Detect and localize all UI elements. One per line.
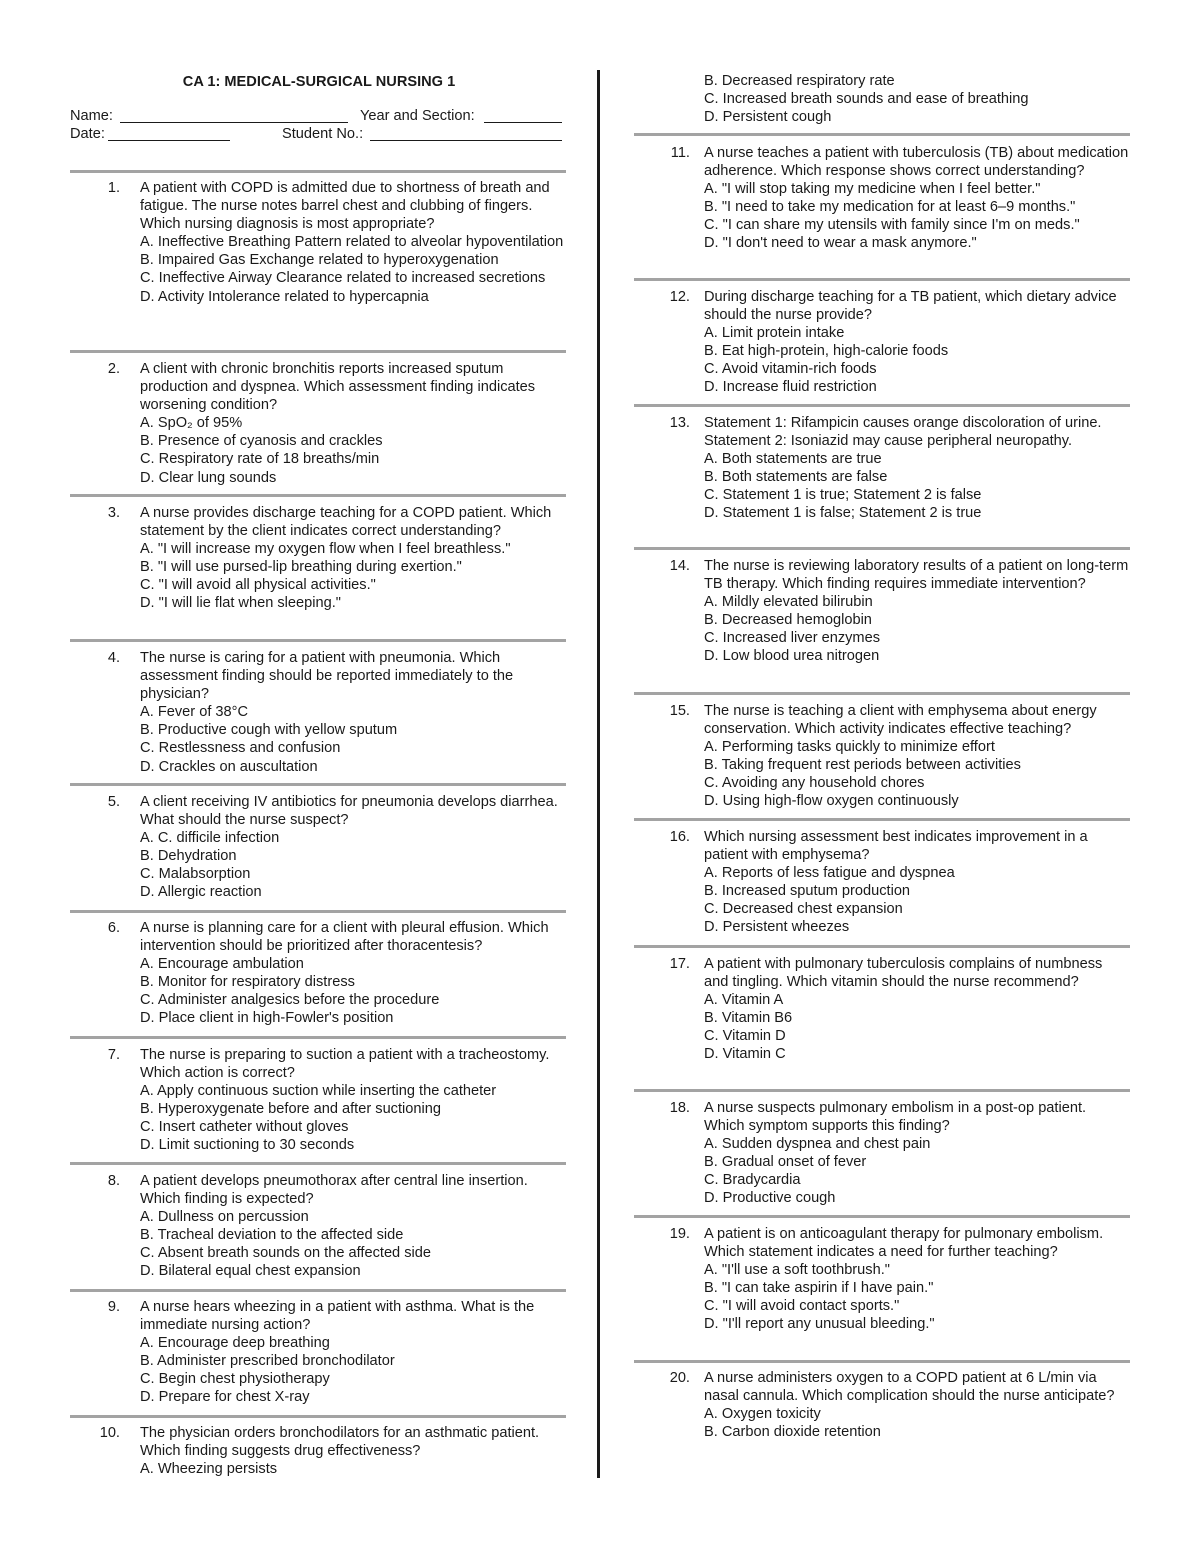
- question-11: [634, 144, 1130, 253]
- question-number: 19.: [669, 1226, 690, 1242]
- option[interactable]: D. Increase fluid restriction: [704, 379, 877, 396]
- option[interactable]: D. Persistent cough: [704, 109, 832, 126]
- page-title: CA 1: MEDICAL-SURGICAL NURSING 1: [182, 74, 456, 90]
- question-number: 10.: [99, 1425, 120, 1441]
- option[interactable]: A. "I will increase my oxygen flow when I feel breathless.": [140, 541, 511, 558]
- separator: [634, 692, 1130, 695]
- question-text: A client with chronic bronchitis reports increased sputum production and dyspnea. Which assessment finding indicates worsening condition?: [140, 361, 536, 414]
- option[interactable]: D. Prepare for chest X-ray: [140, 1389, 310, 1406]
- option[interactable]: B. Monitor for respiratory distress: [140, 974, 355, 991]
- question-20: [634, 1369, 1130, 1441]
- question-19: [634, 1225, 1130, 1334]
- option[interactable]: A. Encourage deep breathing: [140, 1335, 330, 1352]
- question-14: [634, 557, 1130, 666]
- option[interactable]: B. Gradual onset of fever: [704, 1154, 867, 1171]
- option[interactable]: D. Activity Intolerance related to hypercapnia: [140, 288, 429, 305]
- question-body: [704, 557, 1130, 666]
- separator: [634, 945, 1130, 948]
- question-number: 18.: [669, 1100, 690, 1116]
- question-body: [704, 1225, 1130, 1334]
- question-number: 11.: [670, 145, 690, 161]
- question-body: [704, 702, 1130, 811]
- option[interactable]: D. Productive cough: [704, 1190, 836, 1207]
- option[interactable]: A. Performing tasks quickly to minimize effort: [704, 739, 995, 756]
- date-line: [70, 125, 568, 143]
- option[interactable]: B. "I can take aspirin if I have pain.": [704, 1280, 934, 1297]
- question-body: [140, 1046, 568, 1155]
- question-5: [70, 793, 568, 902]
- question-number: 2.: [107, 361, 120, 377]
- question-body: [140, 793, 568, 902]
- question-2: [70, 360, 568, 487]
- question-1: [70, 179, 568, 306]
- option[interactable]: A. Encourage ambulation: [140, 956, 304, 973]
- option[interactable]: C. Malabsorption: [140, 866, 251, 883]
- question-text: A nurse is planning care for a client with pleural effusion. Which intervention should be prioritized after thoracentesis?: [140, 920, 549, 955]
- option[interactable]: C. Absent breath sounds on the affected side: [140, 1245, 431, 1262]
- question-text: A nurse administers oxygen to a COPD patient at 6 L/min via nasal cannula. Which complication should the nurse anticipate?: [704, 1370, 1115, 1405]
- separator: [70, 1162, 566, 1165]
- question-number: 5.: [107, 794, 120, 810]
- question-number: 1.: [107, 180, 120, 196]
- question-10-continued-options: [704, 72, 1130, 126]
- name-line: [70, 107, 568, 125]
- option[interactable]: B. Taking frequent rest periods between activities: [704, 757, 1021, 774]
- student-no-label: Student No.:: [282, 126, 364, 142]
- question-number: 15.: [669, 703, 690, 719]
- option[interactable]: C. Statement 1 is true; Statement 2 is false: [704, 487, 982, 504]
- option[interactable]: A. Limit protein intake: [704, 325, 845, 342]
- question-text: The nurse is preparing to suction a patient with a tracheostomy. Which action is correct?: [140, 1047, 550, 1082]
- question-3: [70, 504, 568, 613]
- option[interactable]: B. Both statements are false: [704, 469, 888, 486]
- option[interactable]: C. Bradycardia: [704, 1172, 801, 1189]
- question-body: [704, 288, 1130, 397]
- question-number: 14.: [669, 558, 690, 574]
- question-text: A client receiving IV antibiotics for pneumonia develops diarrhea. What should the nurse suspect?: [140, 794, 558, 829]
- option[interactable]: D. Persistent wheezes: [704, 919, 850, 936]
- option[interactable]: C. Increased liver enzymes: [704, 630, 881, 647]
- question-text: The nurse is reviewing laboratory results of a patient on long-term TB therapy. Which finding requires immediate intervention?: [704, 558, 1129, 593]
- question-15: [634, 702, 1130, 811]
- question-4: [70, 649, 568, 776]
- question-text-2: Statement 2: Isoniazid may cause peripheral neuropathy.: [704, 433, 1073, 450]
- separator: [70, 1415, 566, 1418]
- question-18: [634, 1099, 1130, 1208]
- option[interactable]: D. Statement 1 is false; Statement 2 is true: [704, 505, 982, 522]
- option[interactable]: C. Increased breath sounds and ease of breathing: [704, 91, 1029, 108]
- question-number: 12.: [669, 289, 690, 305]
- option[interactable]: A. SpO₂ of 95%: [140, 415, 243, 432]
- question-body: [704, 955, 1130, 1064]
- question-body: [140, 179, 568, 306]
- option[interactable]: A. Oxygen toxicity: [704, 1406, 821, 1423]
- question-number: 3.: [107, 505, 120, 521]
- option[interactable]: B. Hyperoxygenate before and after suctioning: [140, 1101, 441, 1118]
- option[interactable]: D. Place client in high-Fowler's position: [140, 1010, 394, 1027]
- option[interactable]: D. Crackles on auscultation: [140, 758, 318, 775]
- option[interactable]: B. Impaired Gas Exchange related to hyperoxygenation: [140, 252, 499, 269]
- question-text: The nurse is teaching a client with emphysema about energy conservation. Which activity indicates effective teaching?: [704, 703, 1097, 738]
- question-body: [140, 1298, 568, 1407]
- separator: [70, 170, 566, 173]
- question-body: [704, 1099, 1130, 1208]
- separator: [70, 350, 566, 353]
- question-number: 13.: [669, 415, 690, 431]
- option[interactable]: B. Increased sputum production: [704, 883, 911, 900]
- option[interactable]: B. Vitamin B6: [704, 1010, 793, 1027]
- question-number: 7.: [107, 1047, 120, 1063]
- separator: [634, 818, 1130, 821]
- option[interactable]: A. Mildly elevated bilirubin: [704, 594, 873, 611]
- separator: [70, 494, 566, 497]
- separator: [70, 783, 566, 786]
- question-text: A patient develops pneumothorax after central line insertion. Which finding is expected?: [140, 1173, 528, 1208]
- option[interactable]: C. "I will avoid contact sports.": [704, 1298, 900, 1315]
- option[interactable]: C. "I can share my utensils with family since I'm on meds.": [704, 217, 1080, 234]
- option[interactable]: D. Allergic reaction: [140, 884, 262, 901]
- option[interactable]: A. Sudden dyspnea and chest pain: [704, 1136, 931, 1153]
- option[interactable]: B. Dehydration: [140, 848, 237, 865]
- option[interactable]: D. "I don't need to wear a mask anymore.": [704, 235, 977, 252]
- separator: [634, 278, 1130, 281]
- question-17: [634, 955, 1130, 1064]
- option[interactable]: B. Eat high-protein, high-calorie foods: [704, 343, 949, 360]
- year-section-label: Year and Section:: [360, 108, 475, 124]
- separator: [70, 639, 566, 642]
- option[interactable]: C. Avoid vitamin-rich foods: [704, 361, 877, 378]
- option[interactable]: C. Respiratory rate of 18 breaths/min: [140, 451, 380, 468]
- option[interactable]: A. Wheezing persists: [140, 1461, 278, 1478]
- question-body: [140, 1424, 568, 1478]
- question-6: [70, 919, 568, 1028]
- question-7: [70, 1046, 568, 1155]
- option[interactable]: A. Ineffective Breathing Pattern related to alveolar hypoventilation: [140, 234, 564, 251]
- question-text: A patient is on anticoagulant therapy for pulmonary embolism. Which statement indicates a need for further teaching?: [704, 1226, 1104, 1261]
- question-text: A patient with pulmonary tuberculosis complains of numbness and tingling. Which vitamin should the nurse recommend?: [704, 956, 1103, 991]
- option[interactable]: C. Ineffective Airway Clearance related to increased secretions: [140, 270, 546, 287]
- question-12: [634, 288, 1130, 397]
- separator: [634, 1360, 1130, 1363]
- question-text: Statement 1: Rifampicin causes orange discoloration of urine.: [704, 415, 1102, 431]
- question-number: 20.: [669, 1370, 690, 1386]
- option[interactable]: B. Productive cough with yellow sputum: [140, 722, 398, 739]
- option[interactable]: A. Reports of less fatigue and dyspnea: [704, 865, 955, 882]
- question-10: [70, 1424, 568, 1478]
- option[interactable]: B. "I will use pursed-lip breathing during exertion.": [140, 559, 462, 576]
- question-body: [140, 649, 568, 776]
- option[interactable]: C. Decreased chest expansion: [704, 901, 903, 918]
- question-text: Which nursing assessment best indicates improvement in a patient with emphysema?: [704, 829, 1088, 864]
- option[interactable]: D. "I will lie flat when sleeping.": [140, 595, 341, 612]
- question-body: [704, 144, 1130, 253]
- question-number: 4.: [107, 650, 120, 666]
- option[interactable]: D. Limit suctioning to 30 seconds: [140, 1137, 355, 1154]
- question-body: [140, 504, 568, 613]
- option[interactable]: B. Administer prescribed bronchodilator: [140, 1353, 395, 1370]
- question-text: The nurse is caring for a patient with pneumonia. Which assessment finding should be reported immediately to the physician?: [140, 650, 514, 703]
- option[interactable]: D. Using high-flow oxygen continuously: [704, 793, 959, 810]
- question-body: [140, 919, 568, 1028]
- option[interactable]: B. Decreased hemoglobin: [704, 612, 872, 629]
- option[interactable]: A. "I will stop taking my medicine when I feel better.": [704, 181, 1041, 198]
- date-label: Date:: [70, 126, 105, 142]
- option[interactable]: C. Vitamin D: [704, 1028, 786, 1045]
- separator: [634, 404, 1130, 407]
- option[interactable]: D. Bilateral equal chest expansion: [140, 1263, 361, 1280]
- question-number: 16.: [669, 829, 690, 845]
- option[interactable]: A. "I'll use a soft toothbrush.": [704, 1262, 890, 1279]
- question-text: A nurse teaches a patient with tuberculosis (TB) about medication adherence. Which response shows correct understanding?: [704, 145, 1129, 180]
- option[interactable]: A. Fever of 38°C: [140, 704, 249, 721]
- question-text: A patient with COPD is admitted due to shortness of breath and fatigue. The nurse notes barrel chest and clubbing of fingers. Which nursing diagnosis is most appropriate?: [140, 180, 550, 233]
- separator: [70, 1289, 566, 1292]
- question-number: 9.: [107, 1299, 120, 1315]
- name-label: Name:: [70, 108, 113, 124]
- option[interactable]: D. Low blood urea nitrogen: [704, 648, 880, 665]
- option[interactable]: B. Presence of cyanosis and crackles: [140, 433, 383, 450]
- option[interactable]: D. Clear lung sounds: [140, 469, 277, 486]
- option[interactable]: A. Dullness on percussion: [140, 1209, 309, 1226]
- separator: [634, 1089, 1130, 1092]
- question-body: [704, 414, 1130, 523]
- separator: [634, 133, 1130, 136]
- question-text: During discharge teaching for a TB patient, which dietary advice should the nurse provide?: [704, 289, 1117, 324]
- option[interactable]: D. "I'll report any unusual bleeding.": [704, 1316, 935, 1333]
- question-8: [70, 1172, 568, 1281]
- question-text: A nurse provides discharge teaching for a COPD patient. Which statement by the client indicates correct understanding?: [140, 505, 552, 540]
- question-text: A nurse suspects pulmonary embolism in a post-op patient. Which symptom supports this finding?: [704, 1100, 1087, 1135]
- option[interactable]: A. Both statements are true: [704, 451, 882, 468]
- question-9: [70, 1298, 568, 1407]
- option[interactable]: C. "I will avoid all physical activities.": [140, 577, 376, 594]
- option[interactable]: B. Tracheal deviation to the affected side: [140, 1227, 404, 1244]
- option[interactable]: A. C. difficile infection: [140, 830, 280, 847]
- option[interactable]: B. Carbon dioxide retention: [704, 1424, 881, 1441]
- question-number: 17.: [669, 956, 690, 972]
- option[interactable]: B. Decreased respiratory rate: [704, 73, 895, 89]
- option[interactable]: A. Vitamin A: [704, 992, 784, 1009]
- option[interactable]: C. Restlessness and confusion: [140, 740, 341, 757]
- question-number: 6.: [107, 920, 120, 936]
- question-text: A nurse hears wheezing in a patient with asthma. What is the immediate nursing action?: [140, 1299, 535, 1334]
- option[interactable]: B. "I need to take my medication for at least 6–9 months.": [704, 199, 1076, 216]
- question-text: The physician orders bronchodilators for an asthmatic patient. Which finding suggests drug effectiveness?: [140, 1425, 540, 1460]
- question-body: [704, 1369, 1130, 1441]
- question-13: [634, 414, 1130, 523]
- question-body: [140, 1172, 568, 1281]
- option[interactable]: D. Vitamin C: [704, 1046, 786, 1063]
- option[interactable]: C. Insert catheter without gloves: [140, 1119, 349, 1136]
- separator: [634, 1215, 1130, 1218]
- question-body: [140, 360, 568, 487]
- question-body: [704, 828, 1130, 937]
- separator: [634, 547, 1130, 550]
- option[interactable]: C. Avoiding any household chores: [704, 775, 925, 792]
- option[interactable]: C. Begin chest physiotherapy: [140, 1371, 330, 1388]
- option[interactable]: C. Administer analgesics before the procedure: [140, 992, 440, 1009]
- separator: [70, 910, 566, 913]
- column-divider: [597, 70, 600, 1478]
- option[interactable]: A. Apply continuous suction while inserting the catheter: [140, 1083, 497, 1100]
- question-16: [634, 828, 1130, 937]
- question-number: 8.: [107, 1173, 120, 1189]
- separator: [70, 1036, 566, 1039]
